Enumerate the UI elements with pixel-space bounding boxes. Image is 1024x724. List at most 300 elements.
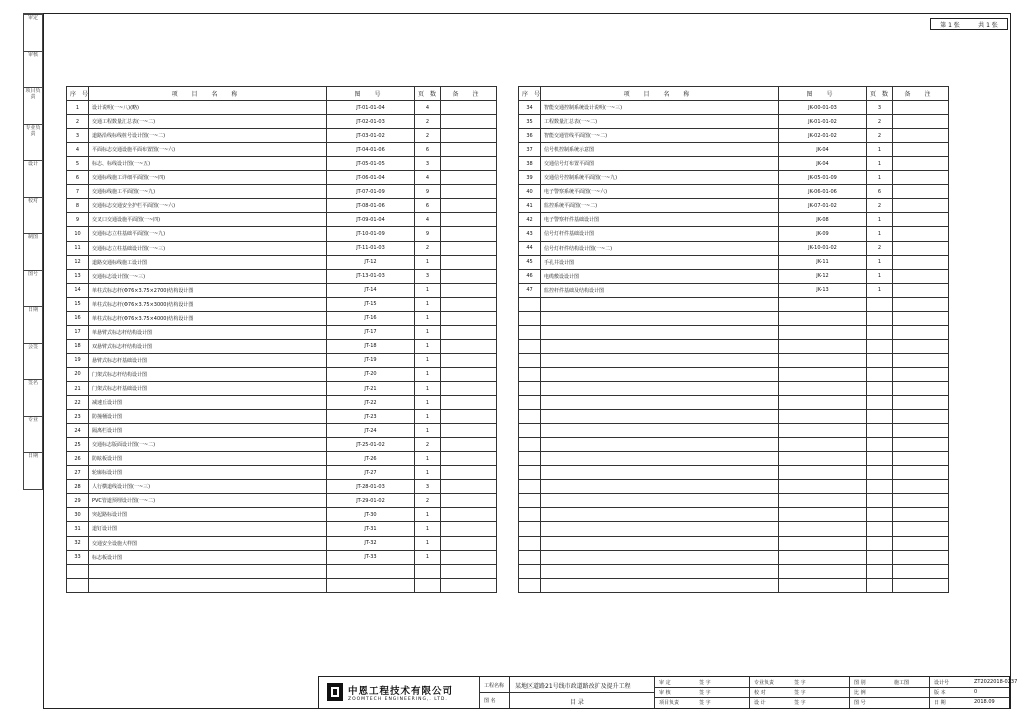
row-no (519, 508, 541, 522)
row-drawing-no: JT-30 (327, 508, 415, 522)
row-drawing-no (779, 410, 867, 424)
row-drawing-no (327, 564, 415, 578)
row-no: 16 (67, 311, 89, 325)
table-row (67, 213, 497, 227)
row-remarks (893, 101, 949, 115)
title-field-value: 签 字 (699, 680, 711, 686)
title-field-value: 签 字 (794, 680, 806, 686)
row-drawing-no: JT-20 (327, 367, 415, 381)
row-pages (867, 466, 893, 480)
table-row (67, 283, 497, 297)
row-no: 8 (67, 199, 89, 213)
row-pages: 4 (415, 171, 441, 185)
row-drawing-no (779, 339, 867, 353)
table-row (519, 424, 949, 438)
row-pages: 2 (415, 129, 441, 143)
margin-cell: 签名 (24, 379, 42, 417)
row-remarks (893, 353, 949, 367)
row-pages: 1 (415, 367, 441, 381)
row-remarks (893, 255, 949, 269)
row-remarks (893, 494, 949, 508)
row-name (541, 536, 779, 550)
row-pages: 9 (415, 185, 441, 199)
row-no (519, 550, 541, 564)
header-drawing-no: 图 号 (779, 87, 867, 101)
row-drawing-no (779, 564, 867, 578)
row-no: 13 (67, 269, 89, 283)
table-row (67, 129, 497, 143)
row-pages: 1 (415, 536, 441, 550)
table-row (519, 494, 949, 508)
header-no: 序号 (67, 87, 89, 101)
row-name: 道路沿线标线桩号设计图(一~二) (89, 129, 327, 143)
row-name: 智能交通管线平面图(一~二) (541, 129, 779, 143)
row-remarks (441, 396, 497, 410)
row-no: 7 (67, 185, 89, 199)
row-drawing-no (779, 396, 867, 410)
row-name: 道钉设计图 (89, 522, 327, 536)
row-remarks (893, 283, 949, 297)
table-row (67, 171, 497, 185)
table-row (519, 367, 949, 381)
table-row (67, 227, 497, 241)
table-row (519, 255, 949, 269)
row-drawing-no: JK-00-01-03 (779, 101, 867, 115)
row-remarks (893, 536, 949, 550)
row-name (541, 424, 779, 438)
row-remarks (441, 255, 497, 269)
row-no: 4 (67, 143, 89, 157)
table-row (519, 564, 949, 578)
design-column (749, 677, 850, 708)
row-pages (867, 564, 893, 578)
row-drawing-no: JT-06-01-04 (327, 171, 415, 185)
row-pages (867, 325, 893, 339)
row-no (519, 438, 541, 452)
row-no (519, 367, 541, 381)
table-row (519, 297, 949, 311)
row-name: 悬臂式标志杆基础设计图 (89, 353, 327, 367)
table-row (519, 480, 949, 494)
row-no: 29 (67, 494, 89, 508)
row-pages (867, 381, 893, 395)
row-drawing-no (779, 480, 867, 494)
title-field-label: 审 核 (659, 690, 671, 696)
row-name: 监控系统平面图(一~二) (541, 199, 779, 213)
row-name (541, 466, 779, 480)
row-name: 交通标志立柱基础平面图(一~九) (89, 227, 327, 241)
row-remarks (893, 171, 949, 185)
margin-cell: 设计 (24, 160, 42, 198)
row-no: 12 (67, 255, 89, 269)
table-row (67, 438, 497, 452)
row-pages: 4 (415, 213, 441, 227)
table-row (519, 578, 949, 592)
row-remarks (441, 213, 497, 227)
row-pages (867, 536, 893, 550)
row-no: 41 (519, 199, 541, 213)
row-no (67, 578, 89, 592)
row-drawing-no: JK-07-01-02 (779, 199, 867, 213)
row-no: 34 (519, 101, 541, 115)
row-pages: 1 (415, 410, 441, 424)
table-row (519, 157, 949, 171)
project-label: 工程名称 (484, 683, 505, 689)
row-name: 标志、标线设计图(一~五) (89, 157, 327, 171)
row-drawing-no (779, 424, 867, 438)
row-remarks (441, 101, 497, 115)
row-remarks (441, 550, 497, 564)
table-row (67, 115, 497, 129)
row-pages (867, 297, 893, 311)
margin-cell: 专业负责 (24, 124, 42, 162)
title-field-label: 图 别 (854, 680, 866, 686)
row-no: 18 (67, 339, 89, 353)
margin-cell: 日期 (24, 452, 42, 490)
row-remarks (441, 199, 497, 213)
row-name: 人行横道线设计图(一~三) (89, 480, 327, 494)
row-pages (867, 353, 893, 367)
row-drawing-no: JT-09-01-04 (327, 213, 415, 227)
sheet-number-box (930, 18, 1008, 30)
row-name: 双悬臂式标志杆结构设计图 (89, 339, 327, 353)
row-pages: 2 (415, 241, 441, 255)
table-row (519, 381, 949, 395)
row-drawing-no: JT-26 (327, 452, 415, 466)
row-no (519, 311, 541, 325)
row-drawing-no: JT-24 (327, 424, 415, 438)
drawing-info-column (849, 677, 930, 708)
margin-cell: 专业 (24, 416, 42, 454)
row-pages: 1 (415, 508, 441, 522)
table-row (519, 550, 949, 564)
row-drawing-no (779, 536, 867, 550)
title-block (318, 676, 1018, 709)
row-no (519, 410, 541, 424)
row-drawing-no: JT-23 (327, 410, 415, 424)
table-row (519, 311, 949, 325)
row-drawing-no: JT-16 (327, 311, 415, 325)
row-drawing-no: JK-09 (779, 227, 867, 241)
row-no: 6 (67, 171, 89, 185)
row-remarks (893, 297, 949, 311)
row-remarks (893, 339, 949, 353)
row-name (541, 564, 779, 578)
row-drawing-no: JT-05-01-05 (327, 157, 415, 171)
company-name-en: ZOOMTECH ENGINEERING,. LTD. (348, 696, 448, 702)
row-pages (415, 564, 441, 578)
row-drawing-no: JT-28-01-03 (327, 480, 415, 494)
row-drawing-no (779, 325, 867, 339)
table-row (67, 550, 497, 564)
row-pages: 1 (867, 255, 893, 269)
row-pages: 3 (415, 157, 441, 171)
row-name: 突起路标设计图 (89, 508, 327, 522)
row-remarks (441, 143, 497, 157)
header-name: 项 目 名 称 (541, 87, 779, 101)
table-row (519, 522, 949, 536)
row-name (541, 325, 779, 339)
row-pages: 1 (867, 283, 893, 297)
row-pages: 1 (867, 227, 893, 241)
row-name: 防撞桶设计图 (89, 410, 327, 424)
table-row (67, 522, 497, 536)
header-remarks: 备 注 (893, 87, 949, 101)
row-pages: 2 (867, 241, 893, 255)
drawing-index-table-left (66, 86, 497, 593)
row-no: 40 (519, 185, 541, 199)
company-logo-icon (327, 683, 343, 701)
row-pages: 1 (867, 171, 893, 185)
title-field-label: 校 对 (754, 690, 766, 696)
row-name (541, 367, 779, 381)
row-pages: 3 (415, 269, 441, 283)
row-remarks (441, 508, 497, 522)
row-no (519, 536, 541, 550)
row-pages: 2 (415, 115, 441, 129)
row-pages (867, 367, 893, 381)
row-name: 轮廓标设计图 (89, 466, 327, 480)
row-name (541, 410, 779, 424)
row-pages (867, 550, 893, 564)
row-remarks (441, 269, 497, 283)
row-drawing-no: JT-04-01-06 (327, 143, 415, 157)
row-remarks (893, 381, 949, 395)
row-drawing-no: JK-04 (779, 143, 867, 157)
table-row (67, 269, 497, 283)
row-pages: 2 (867, 199, 893, 213)
margin-cell: 项目负责 (24, 87, 42, 125)
row-no (519, 339, 541, 353)
table-row (67, 508, 497, 522)
project-name: 某地区道路21号线市政道路改扩及提升工程 (515, 683, 631, 690)
title-field-value: 施工图 (894, 680, 910, 686)
row-remarks (441, 578, 497, 592)
row-remarks (441, 171, 497, 185)
row-remarks (893, 213, 949, 227)
row-pages: 2 (867, 115, 893, 129)
row-name: 单柱式标志杆(Φ76×3.75×4000)结构设计图 (89, 311, 327, 325)
row-drawing-no: JT-32 (327, 536, 415, 550)
table-row (67, 367, 497, 381)
row-drawing-no: JT-03-01-02 (327, 129, 415, 143)
row-remarks (441, 367, 497, 381)
table-row (67, 353, 497, 367)
row-no: 35 (519, 115, 541, 129)
row-name: 手孔井设计图 (541, 255, 779, 269)
row-remarks (441, 325, 497, 339)
row-drawing-no: JK-10-01-02 (779, 241, 867, 255)
row-no: 26 (67, 452, 89, 466)
row-no: 42 (519, 213, 541, 227)
table-row (67, 241, 497, 255)
table-header-row (67, 87, 497, 101)
row-no: 44 (519, 241, 541, 255)
drawing-info-column-2 (929, 677, 1018, 708)
table-row (519, 283, 949, 297)
row-pages: 2 (415, 494, 441, 508)
row-remarks (893, 143, 949, 157)
row-drawing-no (779, 550, 867, 564)
row-no (67, 564, 89, 578)
row-remarks (441, 353, 497, 367)
table-row (67, 466, 497, 480)
row-no: 33 (67, 550, 89, 564)
row-name: 门架式标志杆结构设计图 (89, 367, 327, 381)
row-pages: 2 (415, 438, 441, 452)
row-pages: 3 (867, 101, 893, 115)
row-name: 单悬臂式标志杆结构设计图 (89, 325, 327, 339)
row-remarks (893, 410, 949, 424)
row-pages: 6 (867, 185, 893, 199)
header-no: 序号 (519, 87, 541, 101)
table-row (519, 227, 949, 241)
title-field-value: 2018.09 (974, 699, 995, 705)
row-name: 监控杆件基础及结构设计图 (541, 283, 779, 297)
row-drawing-no (779, 311, 867, 325)
table-row (67, 297, 497, 311)
row-pages: 1 (415, 466, 441, 480)
table-row (519, 536, 949, 550)
row-name: 标志板设计图 (89, 550, 327, 564)
row-pages (867, 508, 893, 522)
row-drawing-no: JT-22 (327, 396, 415, 410)
row-no (519, 522, 541, 536)
row-name (541, 508, 779, 522)
row-remarks (441, 424, 497, 438)
table-row (519, 396, 949, 410)
row-pages: 1 (415, 297, 441, 311)
row-name: 智能交通控制系统设计说明(一~三) (541, 101, 779, 115)
row-remarks (893, 396, 949, 410)
table-row (519, 438, 949, 452)
row-remarks (893, 241, 949, 255)
row-drawing-no: JK-12 (779, 269, 867, 283)
row-name: 单柱式标志杆(Φ76×3.75×3000)结构设计图 (89, 297, 327, 311)
row-no (519, 578, 541, 592)
row-remarks (893, 367, 949, 381)
row-pages: 1 (415, 452, 441, 466)
row-remarks (893, 157, 949, 171)
row-drawing-no (779, 522, 867, 536)
row-drawing-no: JK-05-01-09 (779, 171, 867, 185)
row-name (89, 564, 327, 578)
header-pages: 页数 (415, 87, 441, 101)
row-pages (867, 480, 893, 494)
row-pages: 1 (867, 213, 893, 227)
row-remarks (893, 480, 949, 494)
row-drawing-no: JT-01-01-04 (327, 101, 415, 115)
table-row (67, 185, 497, 199)
margin-cell: 日期 (24, 306, 42, 344)
row-no: 23 (67, 410, 89, 424)
table-row (67, 396, 497, 410)
table-row (67, 255, 497, 269)
table-row (519, 143, 949, 157)
row-drawing-no (779, 508, 867, 522)
company-logo (327, 681, 467, 703)
row-pages (867, 396, 893, 410)
row-name: 交通标线施工平面图(一~九) (89, 185, 327, 199)
row-drawing-no (779, 578, 867, 592)
row-drawing-no: JK-11 (779, 255, 867, 269)
row-pages: 1 (415, 353, 441, 367)
row-drawing-no (779, 353, 867, 367)
row-name (541, 396, 779, 410)
row-drawing-no (779, 494, 867, 508)
table-row (519, 508, 949, 522)
table-row (67, 424, 497, 438)
row-remarks (441, 466, 497, 480)
row-remarks (441, 311, 497, 325)
company-name: 中恩工程技术有限公司 (348, 685, 454, 697)
table-row (67, 410, 497, 424)
row-name: 道路交通标线施工设计图 (89, 255, 327, 269)
row-drawing-no (779, 438, 867, 452)
title-field-value: 签 字 (699, 690, 711, 696)
row-name (541, 452, 779, 466)
row-remarks (893, 438, 949, 452)
row-remarks (893, 466, 949, 480)
row-name: 交叉口交通设施平面图(一~四) (89, 213, 327, 227)
row-remarks (893, 424, 949, 438)
row-drawing-no: JK-04 (779, 157, 867, 171)
row-remarks (441, 129, 497, 143)
row-drawing-no: JT-15 (327, 297, 415, 311)
row-no: 2 (67, 115, 89, 129)
row-name: 电子警察系统平面图(一~六) (541, 185, 779, 199)
title-field-label: 项目负责 (659, 700, 680, 706)
row-drawing-no (327, 578, 415, 592)
table-row (519, 241, 949, 255)
row-name: 电缆敷设设计图 (541, 269, 779, 283)
row-pages: 1 (415, 522, 441, 536)
row-pages: 1 (867, 269, 893, 283)
row-no: 45 (519, 255, 541, 269)
row-no (519, 381, 541, 395)
row-name: 交通标志交通安全护栏平面图(一~六) (89, 199, 327, 213)
row-no (519, 494, 541, 508)
row-pages: 1 (415, 255, 441, 269)
row-remarks (441, 536, 497, 550)
row-no: 32 (67, 536, 89, 550)
row-name (541, 522, 779, 536)
row-pages: 1 (415, 550, 441, 564)
title-field-label: 专业负责 (754, 680, 775, 686)
row-drawing-no: JK-06-01-06 (779, 185, 867, 199)
row-name: 设计说明(一~八)(略) (89, 101, 327, 115)
row-remarks (441, 297, 497, 311)
row-pages (867, 424, 893, 438)
table-row (67, 101, 497, 115)
row-remarks (441, 494, 497, 508)
row-no: 9 (67, 213, 89, 227)
row-name (541, 339, 779, 353)
row-no: 19 (67, 353, 89, 367)
row-no (519, 396, 541, 410)
table-row (519, 185, 949, 199)
row-remarks (893, 269, 949, 283)
row-name (541, 550, 779, 564)
row-drawing-no: JT-14 (327, 283, 415, 297)
row-remarks (441, 241, 497, 255)
drawing-name: 目 录 (570, 699, 584, 706)
row-remarks (893, 227, 949, 241)
sheet-number: 第 1 张 (940, 21, 960, 29)
row-pages: 1 (415, 424, 441, 438)
row-pages (867, 339, 893, 353)
margin-cell: 审定 (24, 14, 42, 52)
